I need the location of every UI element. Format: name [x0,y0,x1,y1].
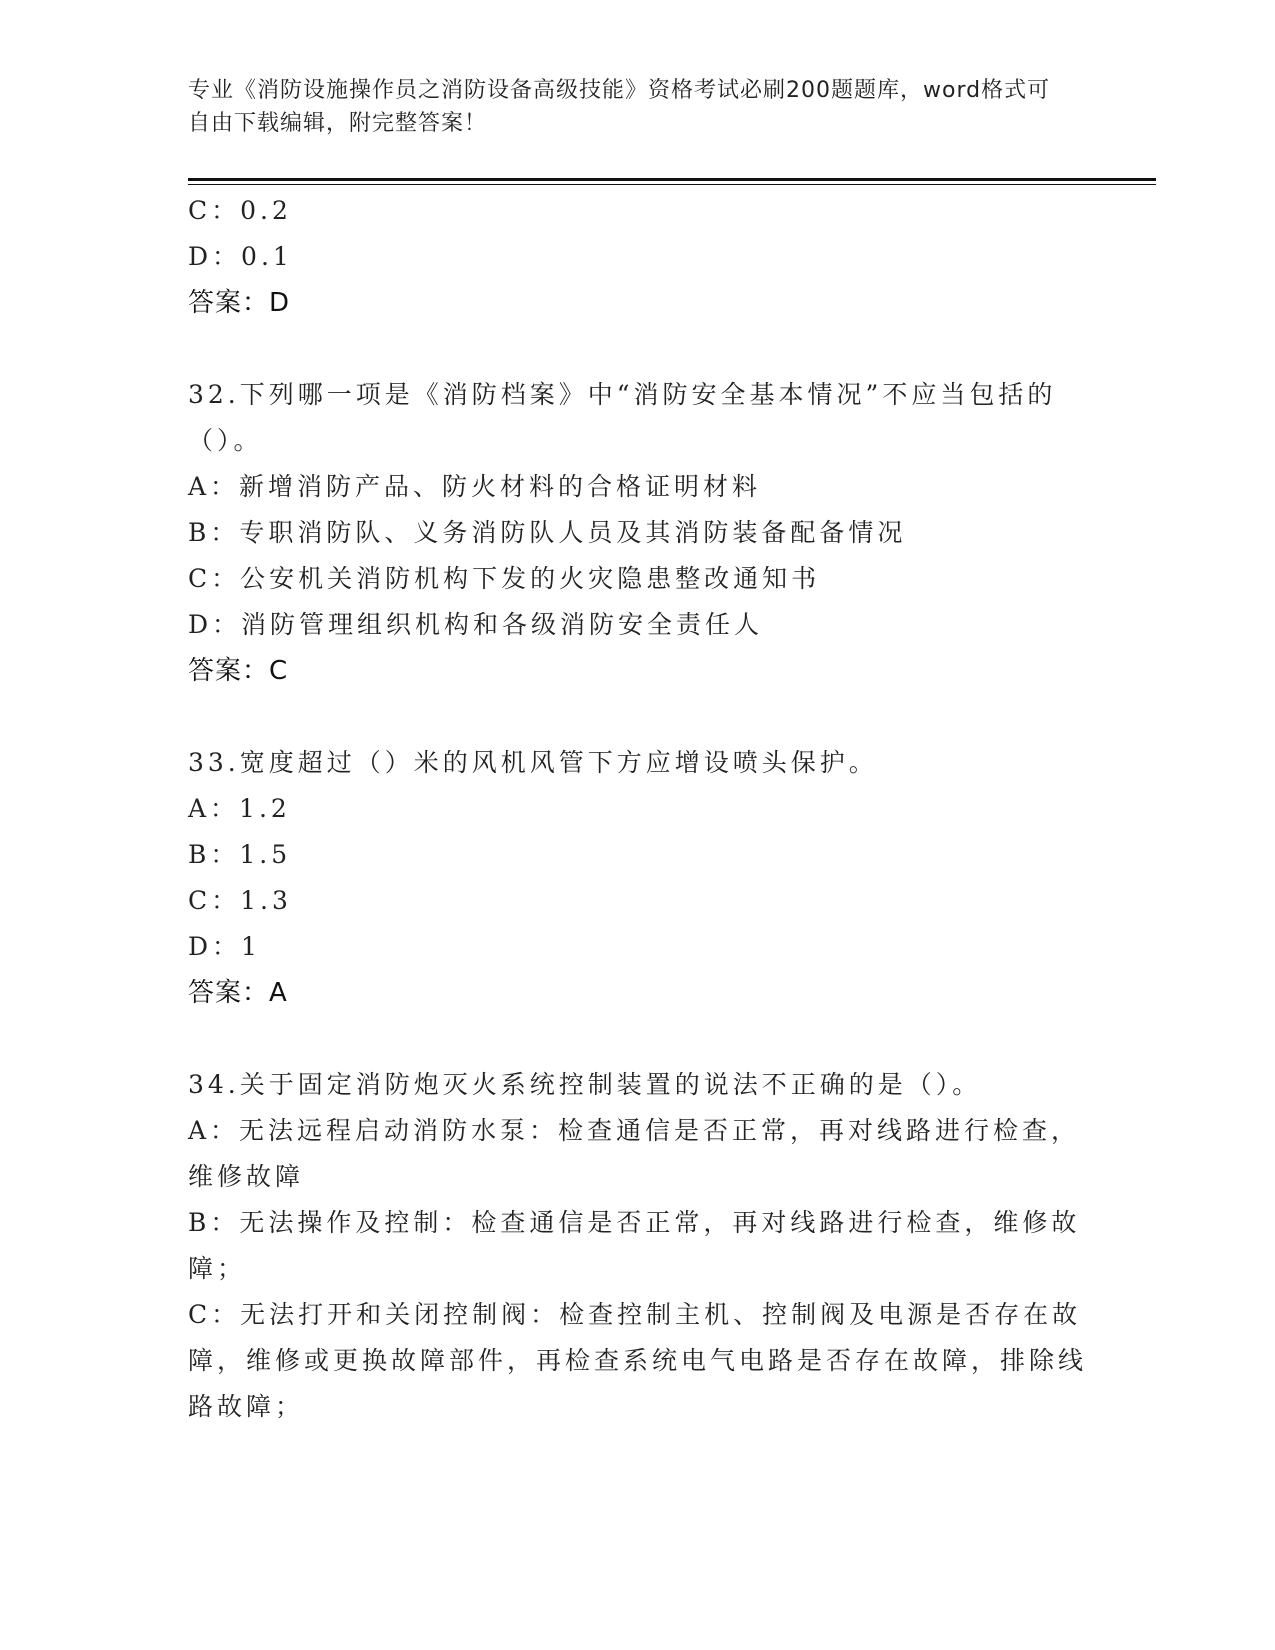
document-header [188,74,1068,140]
spacer [188,694,1088,740]
option-b: B：专职消防队、义务消防队人员及其消防装备配备情况 [188,518,907,547]
header-rule-thick [188,178,1156,181]
option-b: B：1.5 [188,840,292,869]
spacer [188,1016,1088,1062]
option-c: C：1.3 [188,886,292,915]
option-a: A：1.2 [188,794,291,823]
question-block-34 [188,1062,1088,1430]
option-d: D：1 [188,932,261,961]
question-block-prev [188,188,1088,326]
header-rule-thin [188,184,1156,185]
header-title: 专业《消防设施操作员之消防设备高级技能》资格考试必刷200题题库，word格式可自由下载编辑，附完整答案！ [188,78,1051,136]
option-a: A：无法远程启动消防水泵：检查通信是否正常，再对线路进行检查，维修故障 [188,1116,1081,1191]
option-d: D：0.1 [188,242,293,271]
option-a: A：新增消防产品、防火材料的合格证明材料 [188,472,762,501]
answer-line: 答案：A [188,978,288,1008]
question-block-33 [188,740,1088,1016]
option-c: C：公安机关消防机构下发的火灾隐患整改通知书 [188,564,821,593]
answer-line: 答案：C [188,656,289,686]
question-block-32 [188,372,1088,694]
answer-line: 答案：D [188,288,291,318]
option-c: C：0.2 [188,196,292,225]
option-b: B：无法操作及控制：检查通信是否正常，再对线路进行检查，维修故障； [188,1208,1081,1283]
question-stem: 32.下列哪一项是《消防档案》中“消防安全基本情况”不应当包括的（）。 [188,380,1057,455]
question-stem: 33.宽度超过（）米的风机风管下方应增设喷头保护。 [188,748,878,777]
document-body [188,188,1088,1430]
option-d: D：消防管理组织机构和各级消防安全责任人 [188,610,764,639]
spacer [188,326,1088,372]
option-c: C：无法打开和关闭控制阀：检查控制主机、控制阀及电源是否存在故障，维修或更换故障部件，再检查系统电气电路是否存在故障，排除线路故障； [188,1300,1088,1421]
question-stem: 34.关于固定消防炮灭火系统控制装置的说法不正确的是（）。 [188,1070,982,1099]
